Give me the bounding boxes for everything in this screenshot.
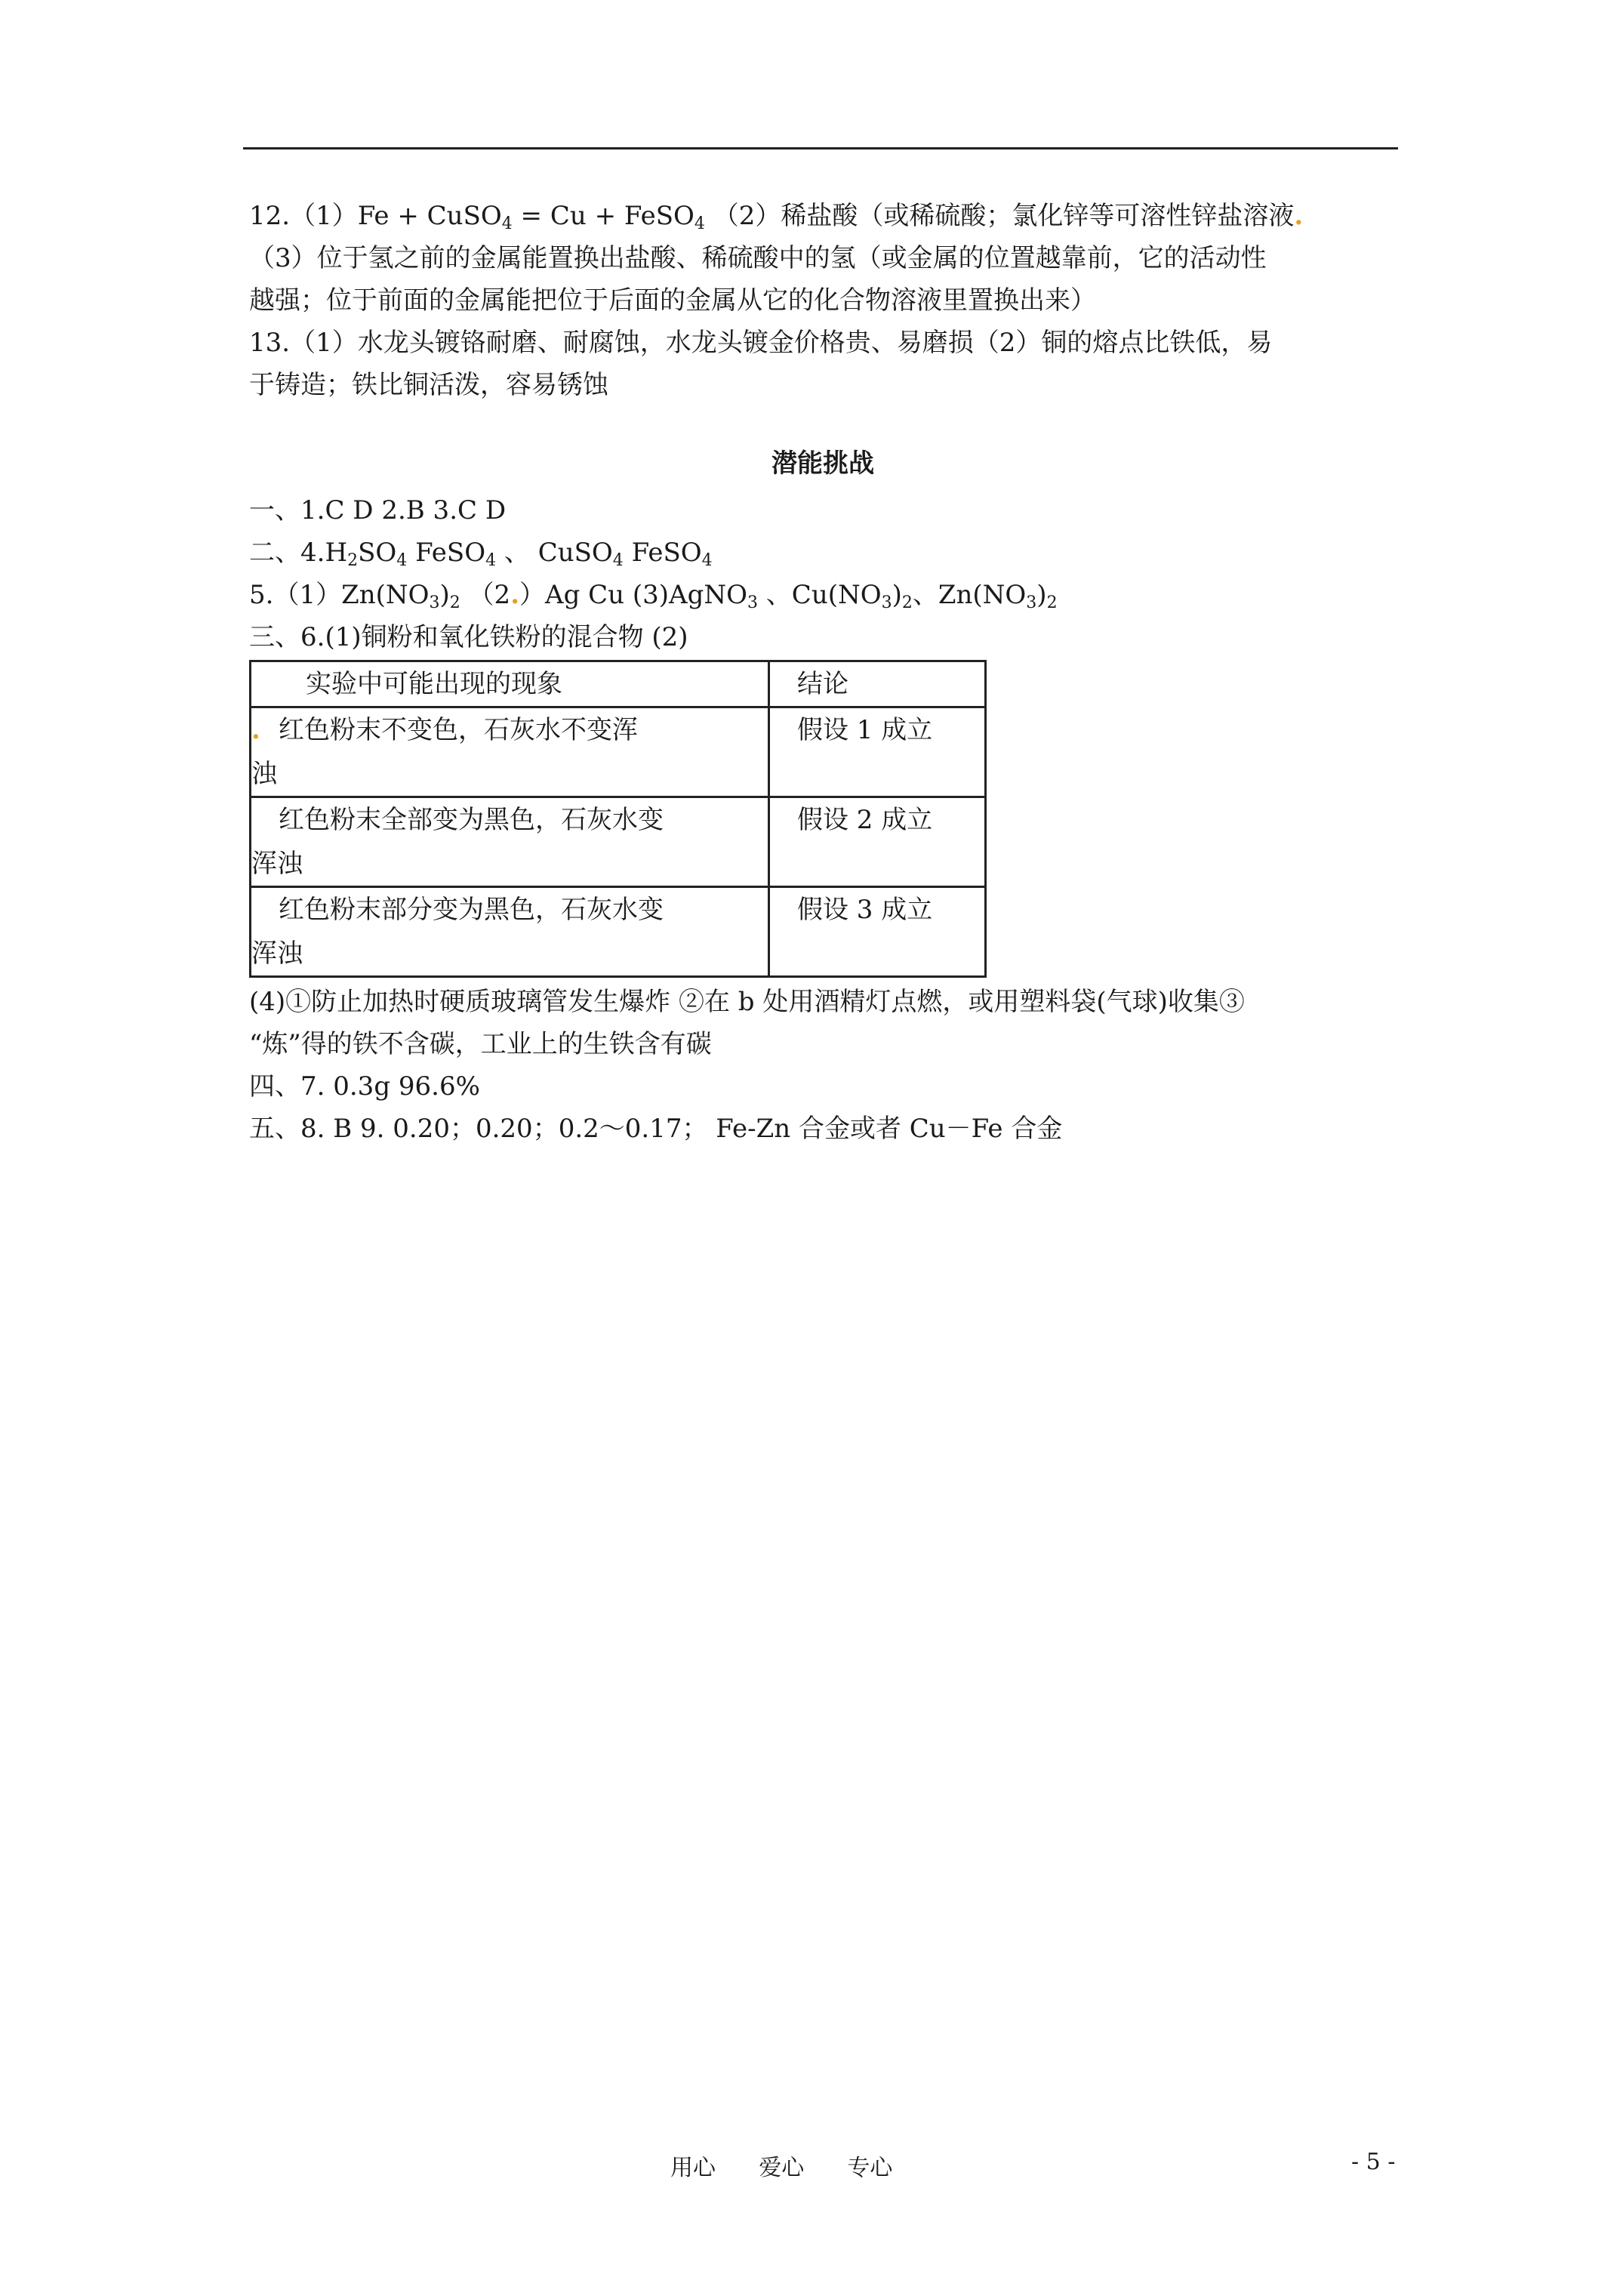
table-header-phenomenon: 实验中可能出现的现象 [251, 661, 769, 707]
q13-line-2: 于铸造；铁比铜活泼，容易锈蚀 [249, 370, 608, 400]
q6-4-line-1: (4)①防止加热时硬质玻璃管发生爆炸 ②在 b 处用酒精灯点燃，或用塑料袋(气球)收集③ [249, 987, 1245, 1017]
section-title: 潜能挑战 [771, 448, 874, 479]
table-cell-phenomenon: 红色粉末全部变为黑色，石灰水变 浑浊 [251, 797, 769, 887]
part-3: 三、6.(1)铜粉和氧化铁粉的混合物 (2) [249, 622, 688, 652]
table-header-conclusion: 结论 [769, 661, 986, 707]
q12-line-3: 越强；位于前面的金属能把位于后面的金属从它的化合物溶液里置换出来） [249, 285, 1096, 316]
table-header-row [251, 661, 986, 707]
highlight-mark: . [510, 580, 520, 610]
part-1: 一、1.C D 2.B 3.C D [249, 495, 507, 525]
part-5: 五、8. B 9. 0.20；0.20；0.2～0.17； Fe-Zn 合金或者 Cu－Fe 合金 [249, 1114, 1063, 1144]
q6-4-line-2: “炼”得的铁不含碳，工业上的生铁含有碳 [249, 1029, 712, 1059]
table-cell-conclusion: 假设 3 成立 [769, 887, 986, 977]
table-row [251, 887, 986, 977]
table-cell-conclusion: 假设 1 成立 [769, 707, 986, 797]
header-rule [243, 147, 1398, 149]
page-number: - 5 - [1351, 2149, 1396, 2175]
table-cell-conclusion: 假设 2 成立 [769, 797, 986, 887]
q12-line-2: （3）位于氢之前的金属能置换出盐酸、稀硫酸中的氢（或金属的位置越靠前，它的活动性 [249, 243, 1267, 273]
highlight-mark: . [1294, 201, 1304, 231]
footer-motto: 用心 爱心 专心 [670, 2155, 893, 2181]
table-row [251, 797, 986, 887]
q12-line-1: 12.（1）Fe + CuSO$_4$ = Cu + FeSO$_4$ （2）稀盐酸（或稀硫酸；氯化锌等可溶性锌盐溶液. [249, 201, 1304, 233]
table-row [251, 707, 986, 797]
highlight-mark: . [251, 715, 260, 745]
part-4: 四、7. 0.3g 96.6% [249, 1071, 480, 1102]
result-table [249, 660, 987, 978]
question-5: $5.(1)Zn(NO_3)_2$ （2.）Ag Cu (3)AgNO$_3$ 、$Cu(NO_3)_2$、$Zn(NO_3)_2$ [249, 580, 1058, 612]
table-cell-phenomenon: 红色粉末部分变为黑色，石灰水变 浑浊 [251, 887, 769, 977]
table-cell-phenomenon: . 红色粉末不变色，石灰水不变浑 浊 [251, 707, 769, 797]
q13-line-1: 13.（1）水龙头镀铬耐磨、耐腐蚀，水龙头镀金价格贵、易磨损（2）铜的熔点比铁低，易 [249, 328, 1273, 358]
answer-content [249, 195, 1397, 1150]
part-2: 二、$4.H_2SO_4$ FeSO$_4$ 、 CuSO$_4$ FeSO$_4$ [249, 538, 713, 570]
